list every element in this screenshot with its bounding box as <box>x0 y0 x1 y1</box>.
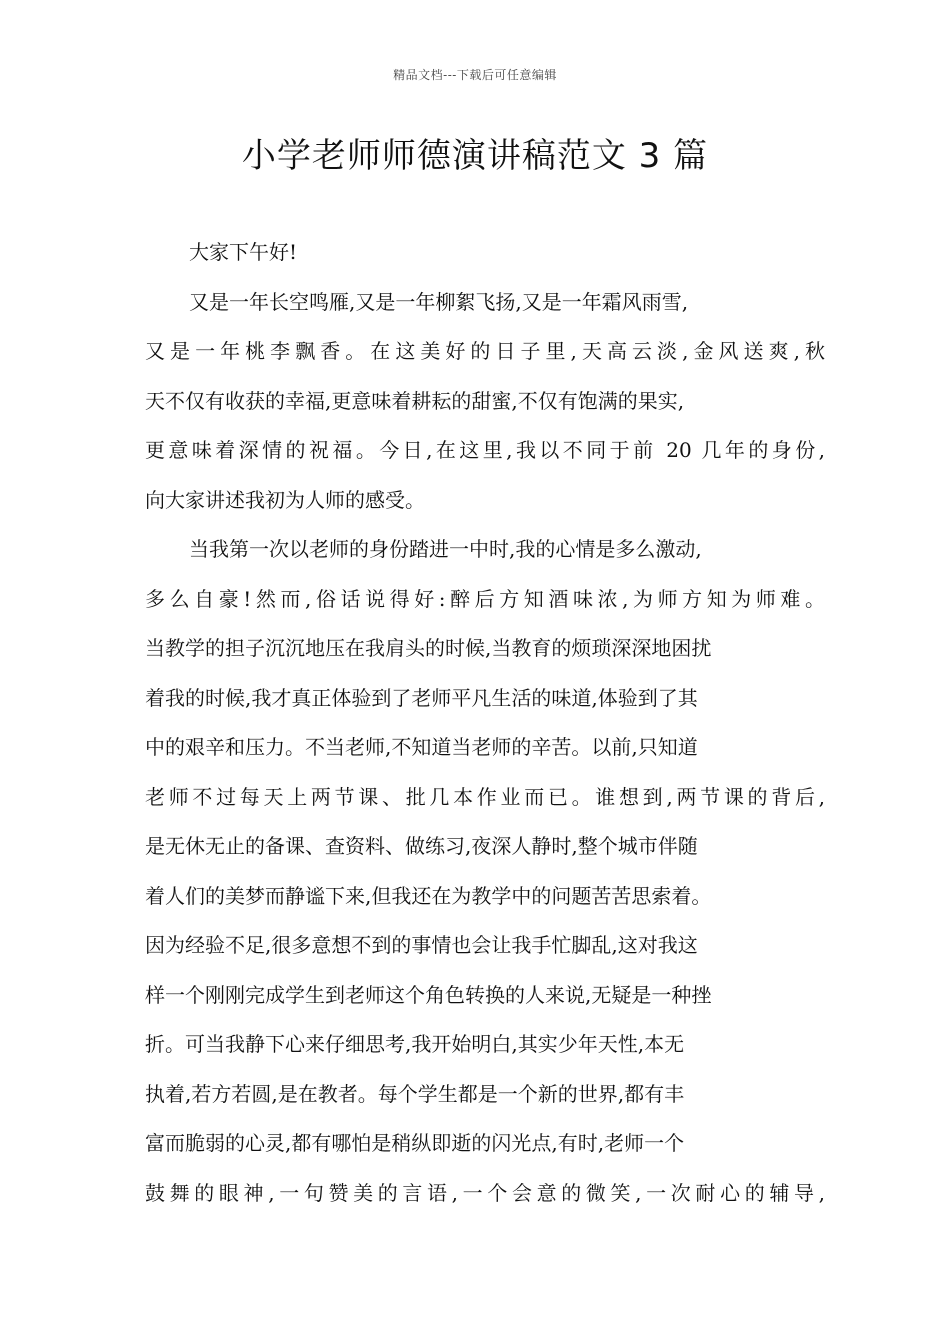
text-line: 着人们的美梦而静谧下来,但我还在为教学中的问题苦苦思索着。 <box>145 883 712 908</box>
text-line: 向大家讲述我初为人师的感受。 <box>145 487 425 512</box>
text-line: 富而脆弱的心灵,都有哪怕是稍纵即逝的闪光点,有时,老师一个 <box>145 1131 685 1155</box>
text-line: 当我第一次以老师的身份踏进一中时,我的心情是多么激动, <box>189 537 702 561</box>
text-line: 当教学的担子沉沉地压在我肩头的时候,当教育的烦琐深深地困扰 <box>145 636 712 660</box>
text-line: 大家下午好! <box>189 240 298 264</box>
text-line: 因为经验不足,很多意想不到的事情也会让我手忙脚乱,这对我这 <box>145 933 698 957</box>
text-line: 又是一年长空鸣雁,又是一年柳絮飞扬,又是一年霜风雨雪, <box>189 289 689 314</box>
text-line: 多么自豪!然而,俗话说得好:醉后方知酒味浓,为师方知为师难。 <box>145 586 825 611</box>
text-line: 老师不过每天上两节课、批几本作业而已。谁想到,两节课的背后, <box>145 784 825 809</box>
text-line: 折。可当我静下心来仔细思考,我开始明白,其实少年天性,本无 <box>145 1032 685 1056</box>
text-line: 是无休无止的备课、查资料、做练习,夜深人静时,整个城市伴随 <box>145 834 698 858</box>
text-line: 着我的时候,我才真正体验到了老师平凡生活的味道,体验到了其 <box>145 685 698 710</box>
text-line: 鼓舞的眼神,一句赞美的言语,一个会意的微笑,一次耐心的辅导, <box>145 1180 825 1205</box>
text-line: 样一个刚刚完成学生到老师这个角色转换的人来说,无疑是一种挫 <box>145 982 712 1007</box>
text-line: 又是一年桃李飘香。在这美好的日子里,天高云淡,金风送爽,秋 <box>145 339 825 363</box>
text-line: 更意味着深情的祝福。今日,在这里,我以不同于前 20 几年的身份, <box>145 438 825 462</box>
text-line: 执着,若方若圆,是在教者。每个学生都是一个新的世界,都有丰 <box>145 1081 685 1106</box>
text-line: 中的艰辛和压力。不当老师,不知道当老师的辛苦。以前,只知道 <box>145 735 698 759</box>
page-title: 小学老师师德演讲稿范文 3 篇 <box>241 136 709 176</box>
document-body <box>145 228 825 1218</box>
header-note: 精品文档---下载后可任意编辑 <box>393 68 557 82</box>
text-line: 天不仅有收获的幸福,更意味着耕耘的甜蜜,不仅有饱满的果实, <box>145 388 685 413</box>
